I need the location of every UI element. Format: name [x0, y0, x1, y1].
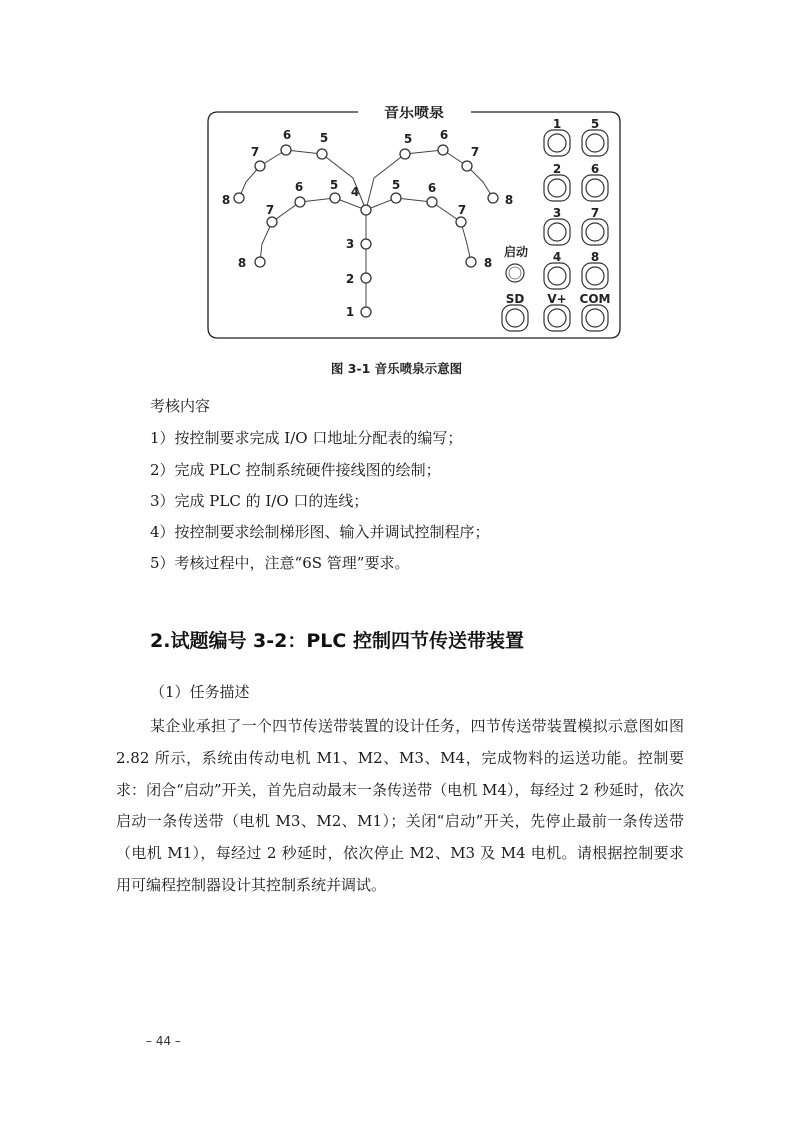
- terminal-5-label: 5: [590, 117, 600, 131]
- lower-right-arc: [366, 198, 471, 262]
- nozzle-7-upper-right: [462, 161, 472, 171]
- list-item: 1）按控制要求完成 I/O 口地址分配表的编写；: [150, 429, 463, 447]
- label-4-center: 4: [350, 185, 360, 199]
- terminal-4: [544, 263, 570, 289]
- terminal-4-label: 4: [552, 250, 562, 264]
- label-2: 2: [345, 272, 355, 286]
- fountain-diagram: [206, 106, 622, 348]
- terminal-1-label: 1: [552, 117, 562, 131]
- label-8-far-right: 8: [504, 193, 514, 207]
- terminal-6-label: 6: [590, 162, 600, 176]
- terminal-7: [582, 219, 608, 245]
- label-7-upper-left: 7: [250, 145, 260, 159]
- section-title: 考核内容: [150, 397, 211, 415]
- terminal-2: [544, 175, 570, 201]
- label-1: 1: [345, 305, 355, 319]
- nozzle-4-center: [361, 205, 371, 215]
- diagram-title: 音乐喷泉: [383, 106, 445, 121]
- label-5-upper-right: 5: [403, 132, 413, 146]
- nozzle-7-lower-right: [456, 217, 466, 227]
- terminal-6: [582, 175, 608, 201]
- terminal-com-label: COM: [579, 292, 611, 306]
- label-7-upper-right: 7: [470, 145, 480, 159]
- terminal-3-label: 3: [552, 206, 562, 220]
- page-number: – 44 –: [146, 1034, 181, 1048]
- nozzle-5-lower-right: [391, 193, 401, 203]
- terminal-com: [582, 305, 608, 331]
- label-7-lower-left: 7: [265, 203, 275, 217]
- label-8-lower-left: 8: [237, 256, 247, 270]
- nozzle-8-lower-right: [466, 257, 476, 267]
- list-item: 2）完成 PLC 控制系统硬件接线图的绘制；: [150, 461, 441, 479]
- nozzle-6-lower-right: [427, 197, 437, 207]
- label-8-lower-right: 8: [483, 256, 493, 270]
- exam-heading: 2.试题编号 3-2：PLC 控制四节传送带装置: [150, 630, 524, 652]
- label-5-lower-left: 5: [329, 178, 339, 192]
- label-7-lower-right: 7: [457, 203, 467, 217]
- label-5-lower-right: 5: [391, 178, 401, 192]
- nozzle-1: [361, 307, 371, 317]
- nozzle-5-upper-right: [400, 149, 410, 159]
- nozzle-7-upper-left: [255, 161, 265, 171]
- list-item: 3）完成 PLC 的 I/O 口的连线；: [150, 492, 369, 510]
- lower-left-arc: [260, 198, 366, 262]
- nozzle-8-lower-left: [255, 257, 265, 267]
- terminal-1: [544, 130, 570, 156]
- label-8-far-left: 8: [221, 193, 231, 207]
- terminal-sd: [502, 305, 528, 331]
- task-subheading: （1）任务描述: [150, 683, 250, 701]
- list-item: 4）按控制要求绘制梯形图、输入并调试控制程序；: [150, 523, 490, 541]
- figure-caption: 图 3-1 音乐喷泉示意图: [330, 361, 463, 376]
- nozzle-6-upper-left: [281, 145, 291, 155]
- fountain-diagram-svg: [206, 106, 622, 344]
- label-5-upper-left: 5: [319, 131, 329, 145]
- start-switch-label: 启动: [503, 245, 529, 259]
- terminal-2-label: 2: [552, 162, 562, 176]
- label-6-lower-right: 6: [427, 181, 437, 195]
- terminal-3: [544, 219, 570, 245]
- nozzle-6-lower-left: [295, 197, 305, 207]
- terminal-vplus-label: V+: [547, 292, 567, 306]
- terminal-sd-label: SD: [505, 292, 525, 306]
- terminal-8-label: 8: [590, 250, 600, 264]
- terminal-vplus: [544, 305, 570, 331]
- terminal-8: [582, 263, 608, 289]
- nozzle-8-far-right: [488, 193, 498, 203]
- list-item: 5）考核过程中，注意“6S 管理”要求。: [150, 554, 410, 572]
- label-3: 3: [345, 237, 355, 251]
- label-6-upper-left: 6: [282, 128, 292, 142]
- nozzle-6-upper-right: [438, 145, 448, 155]
- nozzle-5-lower-left: [330, 193, 340, 203]
- task-description: 某企业承担了一个四节传送带装置的设计任务，四节传送带装置模拟示意图如图 2.82 所示，系统由传动电机 M1、M2、M3、M4，完成物料的运送功能。控制要求：闭合“启动”开关，首先启动最末一条传送带（电机 M4），每经过 2 秒延时，依次启动一条传送带（电机 M3、M2、M1）；关闭“启动”开关，先停止最前一条传送带（电机 M1），每经过 2 秒延时，依次停止 M2、M3 及 M4 电机。请根据控制要求用可编程控制器设计其控制系统并调试。: [116, 717, 684, 894]
- nozzle-8-far-left: [234, 193, 244, 203]
- label-6-upper-right: 6: [439, 128, 449, 142]
- label-6-lower-left: 6: [294, 180, 304, 194]
- nozzle-2: [361, 273, 371, 283]
- nozzle-3: [361, 239, 371, 249]
- nozzle-5-upper-left: [317, 149, 327, 159]
- terminal-7-label: 7: [590, 206, 600, 220]
- terminal-5: [582, 130, 608, 156]
- nozzle-7-lower-left: [267, 217, 277, 227]
